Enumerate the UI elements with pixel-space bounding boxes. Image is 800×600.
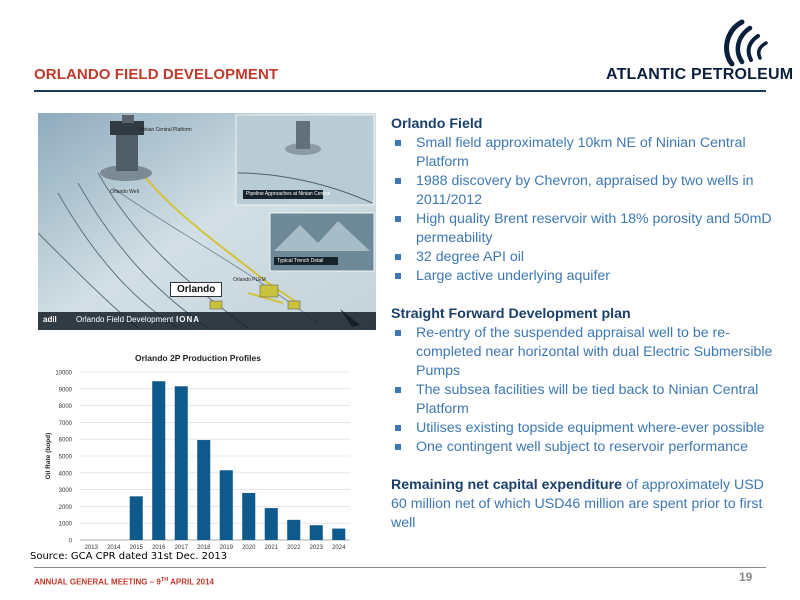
y-tick-label: 8000 xyxy=(58,404,72,411)
orlando-tag: Orlando xyxy=(170,282,222,297)
header-divider xyxy=(34,90,766,92)
list-item: 32 degree API oil xyxy=(391,248,776,267)
x-tick-label: 2015 xyxy=(129,545,143,551)
x-tick-label: 2023 xyxy=(309,545,323,551)
y-tick-label: 10000 xyxy=(55,370,72,377)
footer-meeting-label: ANNUAL GENERAL MEETING – 9 xyxy=(34,577,161,587)
list-item: Large active underlying aquifer xyxy=(391,267,776,286)
render-footer-brand: adil xyxy=(43,315,57,324)
list-item: Re-entry of the suspended appraisal well to be re-completed near horizontal with dual Electric Submersible Pumps xyxy=(391,324,776,381)
list-item: Utilises existing topside equipment where-ever possible xyxy=(391,419,776,438)
list-item: Small field approximately 10km NE of Ninian Central Platform xyxy=(391,134,776,172)
orlando-plem-label: Orlando PLEM xyxy=(233,277,266,283)
section-heading-plan: Straight Forward Development plan xyxy=(391,306,631,322)
atlantic-petroleum-logo-icon xyxy=(718,16,774,68)
y-tick-label: 3000 xyxy=(58,488,72,495)
production-profile-chart xyxy=(38,350,358,560)
list-item: The subsea facilities will be tied back to Ninian Central Platform xyxy=(391,381,776,419)
footer-divider xyxy=(34,567,766,568)
bar-2018 xyxy=(197,440,210,540)
field-bullet-list xyxy=(391,134,776,286)
bar-2024 xyxy=(332,529,345,540)
footer-date: APRIL 2014 xyxy=(168,577,214,587)
bar-2016 xyxy=(152,381,165,540)
x-tick-label: 2013 xyxy=(84,545,98,551)
footer-ordinal: TH xyxy=(160,577,169,583)
page-number: 19 xyxy=(739,570,753,584)
plan-bullet-list xyxy=(391,324,776,457)
footer-meeting-text xyxy=(34,577,214,587)
capex-paragraph xyxy=(391,476,776,533)
render-footer-bar xyxy=(38,312,376,330)
x-tick-label: 2022 xyxy=(287,545,301,551)
x-tick-label: 2021 xyxy=(264,545,278,551)
list-item: One contingent well subject to reservoir performance xyxy=(391,438,776,457)
x-tick-label: 2018 xyxy=(197,545,211,551)
y-tick-label: 0 xyxy=(68,538,72,545)
bar-2017 xyxy=(175,386,188,540)
y-tick-label: 9000 xyxy=(58,387,72,394)
capex-text: of approximately USD 60 million net of which USD46 million are spent prior to first well xyxy=(391,477,764,531)
y-tick-label: 7000 xyxy=(58,420,72,427)
section-heading-field: Orlando Field xyxy=(391,116,483,132)
x-tick-label: 2020 xyxy=(242,545,256,551)
y-tick-label: 6000 xyxy=(58,437,72,444)
x-tick-label: 2024 xyxy=(332,545,346,551)
bar-2020 xyxy=(242,493,255,540)
bar-2022 xyxy=(287,520,300,540)
render-footer-partner: IONA xyxy=(176,315,200,324)
y-axis-label: Oil Rate (bopd) xyxy=(45,432,52,480)
bar-2015 xyxy=(130,496,143,540)
render-footer-title: Orlando Field Development xyxy=(76,315,174,324)
list-item: 1988 discovery by Chevron, appraised by two wells in 2011/2012 xyxy=(391,172,776,210)
ninian-central-label: Ninian Central Platform xyxy=(140,127,192,133)
y-tick-label: 2000 xyxy=(58,504,72,511)
chart-source-note: Source: GCA CPR dated 31st Dec. 2013 xyxy=(30,551,228,562)
y-tick-label: 1000 xyxy=(58,521,72,528)
list-item: High quality Brent reservoir with 18% porosity and 50mD permeability xyxy=(391,210,776,248)
x-tick-label: 2016 xyxy=(152,545,166,551)
logo-text: ATLANTIC PETROLEUM xyxy=(606,66,794,83)
capex-bold-text: Remaining net capital expenditure xyxy=(391,477,622,493)
chart-title: Orlando 2P Production Profiles xyxy=(135,353,261,363)
x-tick-label: 2014 xyxy=(107,545,121,551)
bar-2019 xyxy=(220,470,233,540)
typical-trench-label: Typical Trench Detail xyxy=(277,258,324,264)
page-title: ORLANDO FIELD DEVELOPMENT xyxy=(34,66,279,83)
pipeline-approaches-label: Pipeline Approaches at Ninian Central xyxy=(246,191,331,197)
x-tick-label: 2019 xyxy=(219,545,233,551)
y-tick-label: 5000 xyxy=(58,454,72,461)
bar-2023 xyxy=(310,525,323,540)
content-column xyxy=(391,115,776,533)
bar-2021 xyxy=(265,508,278,540)
y-tick-label: 4000 xyxy=(58,471,72,478)
x-tick-label: 2017 xyxy=(174,545,188,551)
chart-plot xyxy=(38,350,358,560)
field-development-render xyxy=(38,113,376,330)
orlando-well-label: Orlando Well xyxy=(110,189,139,195)
